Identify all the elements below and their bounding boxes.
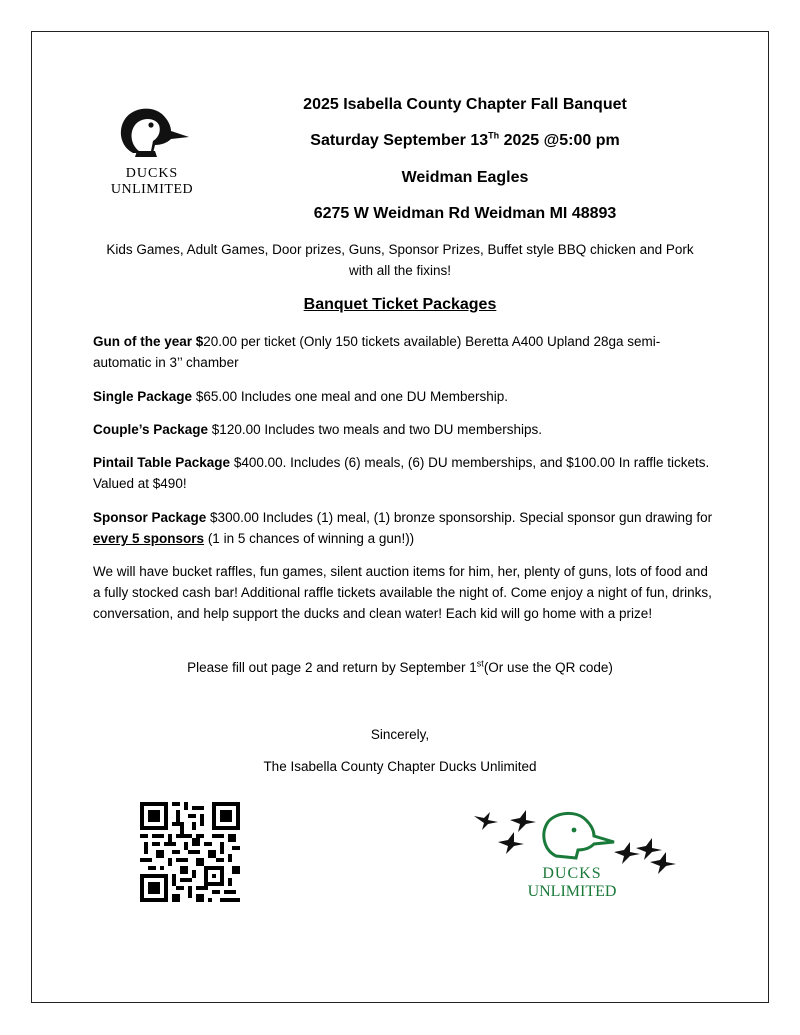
package-description: $300.00 Includes (1) meal, (1) bronze sponsorship. Special sponsor gun drawing for <box>206 510 713 525</box>
signature: The Isabella County Chapter Ducks Unlimited <box>263 759 537 774</box>
fill-out-qr-note: (Or use the QR code) <box>483 660 613 675</box>
event-date-main: Saturday September 13 <box>310 132 489 149</box>
package-couple <box>93 419 713 440</box>
package-name: Single Package <box>93 389 193 404</box>
packages-heading: Banquet Ticket Packages <box>303 296 497 313</box>
sponsor-emphasis: every 5 sponsors <box>93 531 205 546</box>
bottom-logo-line1: DUCKS <box>542 865 602 882</box>
event-title: 2025 Isabella County Chapter Fall Banquet <box>303 96 627 113</box>
event-details-paragraph: We will have bucket raffles, fun games, silent auction items for him, her, plenty of guns, lots of food and a fully stocked cash bar! Additional raffle tickets available the night of. Come enjoy a night of fun, drinks, conversation, and help support the ducks and clean water! Each kid will go home with a prize! <box>93 564 712 621</box>
package-description: $120.00 Includes two meals and two DU memberships. <box>208 422 542 437</box>
qr-code-icon[interactable] <box>140 802 240 902</box>
package-name: Pintail Table Package <box>93 455 231 470</box>
package-name: Gun of the year $ <box>93 334 204 349</box>
package-name: Couple’s Package <box>93 422 209 437</box>
event-date-time: 2025 @5:00 pm <box>499 132 620 149</box>
package-gun-of-the-year <box>93 331 713 373</box>
package-pintail-table <box>93 452 713 494</box>
duck-head-icon <box>121 109 189 157</box>
event-address: 6275 W Weidman Rd Weidman MI 48893 <box>313 205 617 222</box>
package-sponsor <box>93 507 713 549</box>
bottom-logo-line2: UNLIMITED <box>527 883 617 900</box>
package-description-end: (1 in 5 chances of winning a gun!)) <box>204 531 415 546</box>
ducks-unlimited-logo-bottom <box>470 808 690 904</box>
package-name: Sponsor Package <box>93 510 207 525</box>
event-date <box>230 132 700 150</box>
fill-out-instructions <box>0 660 800 675</box>
event-intro: Kids Games, Adult Games, Door prizes, Guns, Sponsor Prizes, Buffet style BBQ chicken and Pork with all the fixins! <box>106 242 694 278</box>
event-venue: Weidman Eagles <box>401 169 529 186</box>
event-date-sup: Th <box>488 130 500 141</box>
package-description: 20.00 per ticket (Only 150 tickets available) Beretta A400 Upland 28ga semi-automatic in 3’’ chamber <box>93 334 661 370</box>
top-logo-line2: UNLIMITED <box>110 182 194 197</box>
closing: Sincerely, <box>370 727 430 742</box>
package-description: $65.00 Includes one meal and one DU Membership. <box>192 389 509 404</box>
fill-out-sup: st <box>476 658 484 669</box>
top-logo-line1: DUCKS <box>125 166 179 181</box>
duck-head-icon <box>544 813 614 858</box>
fill-out-text: Please fill out page 2 and return by September 1 <box>187 660 477 675</box>
package-description: $400.00. Includes (6) meals, (6) DU memberships, and $100.00 In raffle tickets. Valued at $490! <box>93 455 710 491</box>
ducks-unlimited-logo-top <box>93 95 211 205</box>
package-single <box>93 386 713 407</box>
